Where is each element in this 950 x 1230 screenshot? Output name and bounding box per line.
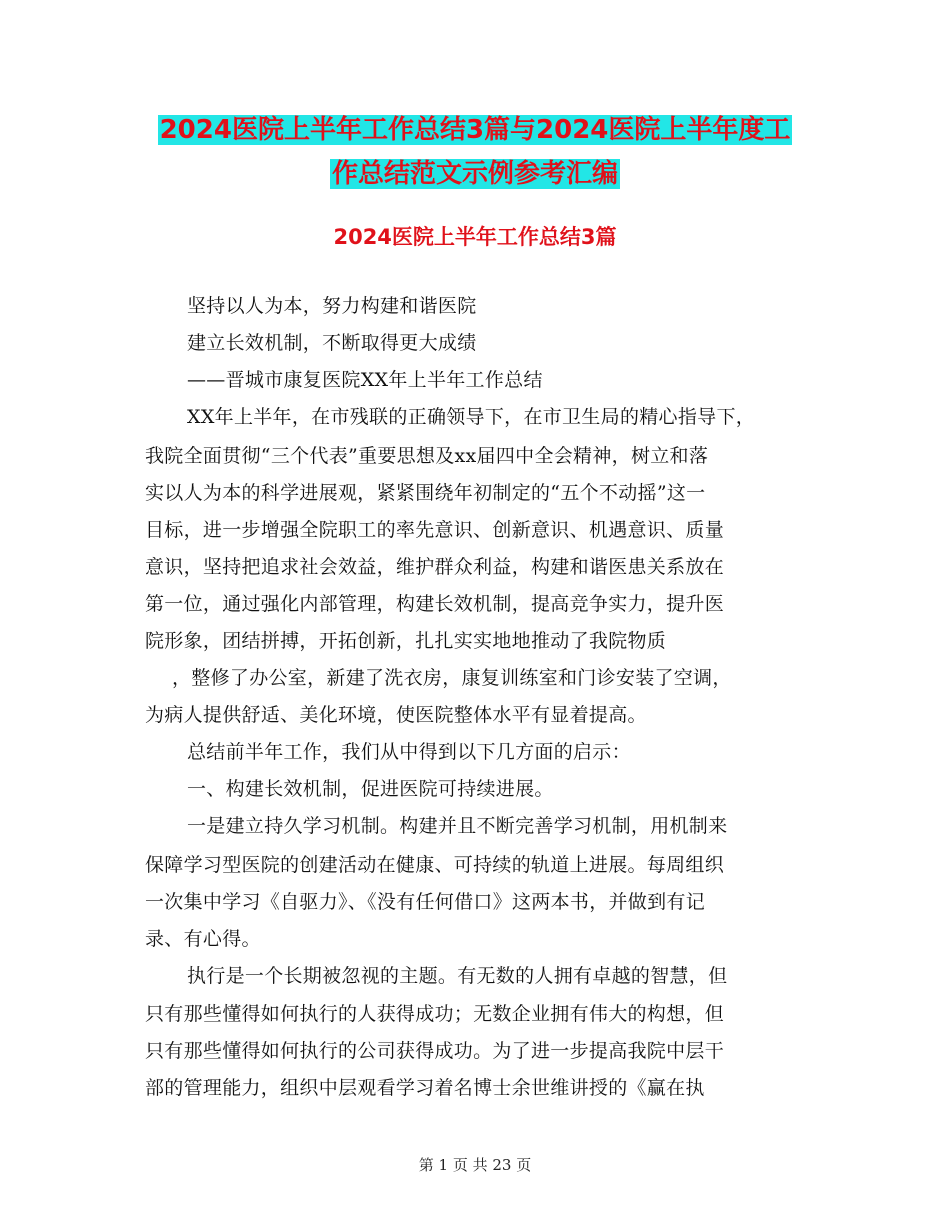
body-line: 目标，进一步增强全院职工的率先意识、创新意识、机遇意识、质量 <box>145 519 725 541</box>
body-line: 为病人提供舒适、美化环境，使医院整体水平有显着提高。 <box>145 704 647 726</box>
body-line: 保障学习型医院的创建活动在健康、可持续的轨道上进展。每周组织 <box>145 854 725 876</box>
body-line: 录、有心得。 <box>145 928 261 950</box>
body-line: 执行是一个长期被忽视的主题。有无数的人拥有卓越的智慧，但 <box>187 965 728 987</box>
body-line: 院形象，团结拼搏，开拓创新，扎扎实实地地推动了我院物质 <box>145 630 667 652</box>
body-line: 我院全面贯彻“三个代表”重要思想及xx届四中全会精神，树立和落 <box>145 445 709 467</box>
document-title-line-2: 作总结范文示例参考汇编 <box>331 159 618 189</box>
body-line: 只有那些懂得如何执行的公司获得成功。为了进一步提高我院中层干 <box>145 1040 725 1062</box>
document-title-line-1: 2024医院上半年工作总结3篇与2024医院上半年度工 <box>159 115 791 145</box>
body-line: 一是建立持久学习机制。构建并且不断完善学习机制，用机制来 <box>187 815 728 837</box>
body-line: 坚持以人为本，努力构建和谐医院 <box>187 295 477 317</box>
body-line: 部的管理能力，组织中层观看学习着名博士余世维讲授的《赢在执 <box>145 1077 705 1099</box>
body-line: 总结前半年工作，我们从中得到以下几方面的启示： <box>187 741 631 763</box>
body-line: ，整修了办公室，新建了洗衣房，康复训练室和门诊安装了空调， <box>172 667 732 689</box>
body-line: ——晋城市康复医院XX年上半年工作总结 <box>187 369 543 391</box>
body-line: 一、构建长效机制，促进医院可持续进展。 <box>187 778 554 800</box>
body-line: 一次集中学习《自驱力》、《没有任何借口》这两本书，并做到有记 <box>145 891 706 913</box>
body-line: 第一位，通过强化内部管理，构建长效机制，提高竞争实力，提升医 <box>145 593 725 615</box>
page-footer: 第 1 页 共 23 页 <box>418 1156 532 1174</box>
body-line: 建立长效机制，不断取得更大成绩 <box>187 332 477 354</box>
section-heading: 2024医院上半年工作总结3篇 <box>333 225 617 249</box>
body-line: 意识，坚持把追求社会效益，维护群众利益，构建和谐医患关系放在 <box>145 556 725 578</box>
body-line: XX年上半年，在市残联的正确领导下，在市卫生局的精心指导下， <box>187 406 756 428</box>
body-line: 实以人为本的科学进展观，紧紧围绕年初制定的“五个不动摇”这一 <box>145 482 706 504</box>
body-line: 只有那些懂得如何执行的人获得成功；无数企业拥有伟大的构想，但 <box>145 1003 725 1025</box>
